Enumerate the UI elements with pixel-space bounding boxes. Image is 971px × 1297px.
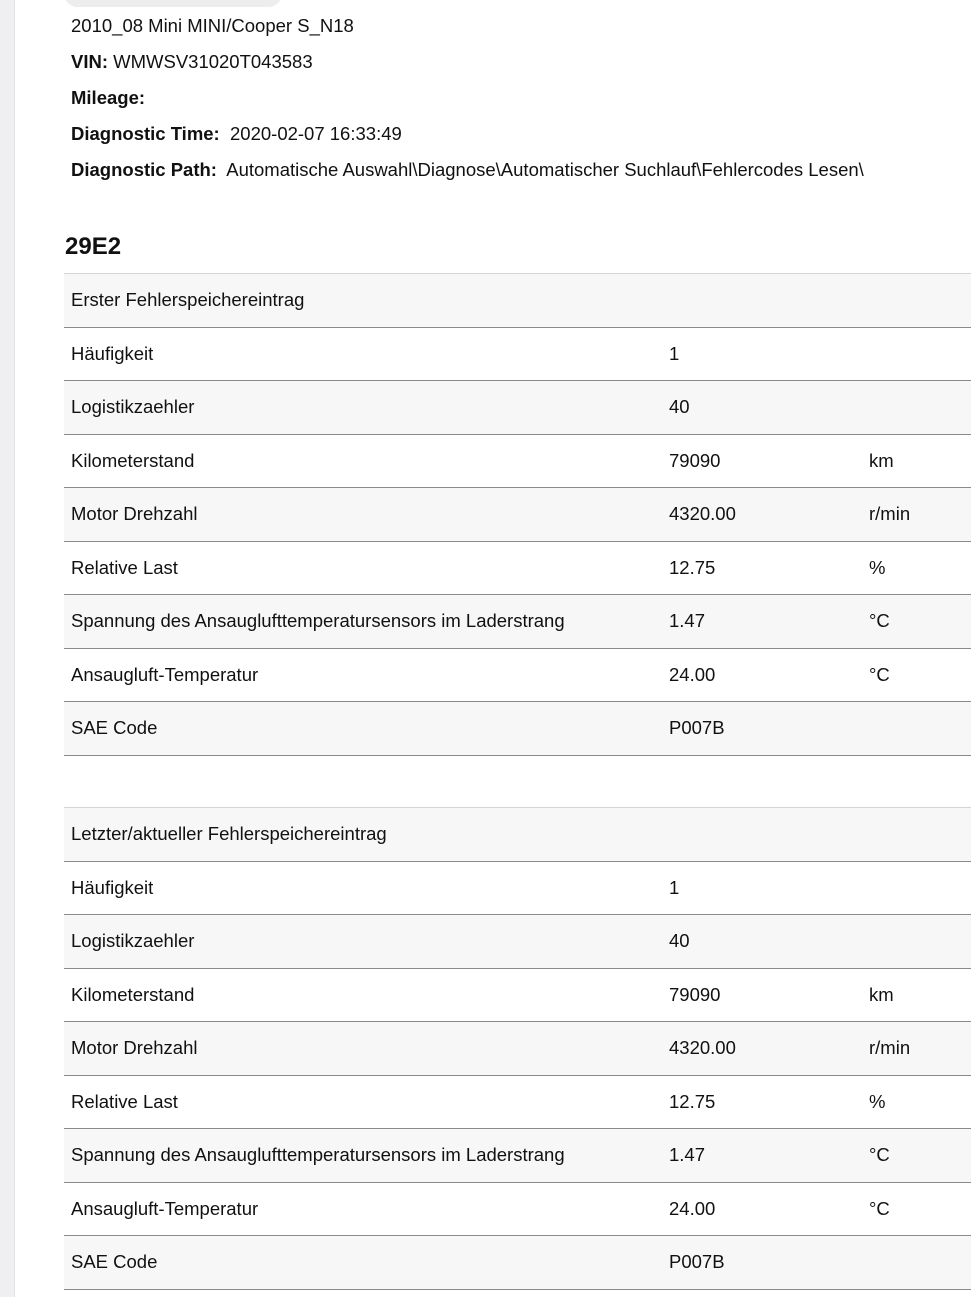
param-name: Häufigkeit (64, 861, 662, 915)
param-name: SAE Code (64, 702, 662, 756)
vehicle-title: 2010_08 Mini MINI/Cooper S_N18 (71, 15, 354, 36)
param-name: Spannung des Ansauglufttemperatursensors im Laderstrang (64, 1129, 662, 1183)
param-name: Kilometerstand (64, 434, 662, 488)
entry-header-row (64, 808, 971, 862)
diagnostic-time-label: Diagnostic Time: (71, 123, 220, 144)
param-unit: km (862, 434, 971, 488)
param-unit: % (862, 1075, 971, 1129)
top-button-partial[interactable] (64, 0, 282, 7)
param-value: 1.47 (662, 1129, 862, 1183)
param-name: Relative Last (64, 1075, 662, 1129)
param-name: Ansaugluft-Temperatur (64, 648, 662, 702)
param-unit: °C (862, 1182, 971, 1236)
table-row (64, 327, 971, 381)
diagnostic-path-line (71, 152, 864, 188)
diagnostic-path-value: Automatische Auswahl\Diagnose\Automatischer Suchlauf\Fehlercodes Lesen\ (226, 159, 864, 180)
entry-header-row (64, 274, 971, 328)
param-unit (862, 1236, 971, 1290)
param-name: SAE Code (64, 1236, 662, 1290)
param-name: Logistikzaehler (64, 381, 662, 435)
param-unit: km (862, 968, 971, 1022)
param-unit: °C (862, 648, 971, 702)
param-value: 79090 (662, 968, 862, 1022)
table-row (64, 648, 971, 702)
param-value: 40 (662, 381, 862, 435)
param-unit: % (862, 541, 971, 595)
param-name: Spannung des Ansauglufttemperatursensors im Laderstrang (64, 595, 662, 649)
fault-code-title: 29E2 (65, 233, 122, 260)
param-name: Logistikzaehler (64, 915, 662, 969)
param-value: 24.00 (662, 1182, 862, 1236)
vin-line (71, 44, 864, 80)
fault-entry-table-last (64, 807, 971, 1290)
table-row (64, 541, 971, 595)
param-unit (862, 861, 971, 915)
param-name: Ansaugluft-Temperatur (64, 1182, 662, 1236)
param-name: Kilometerstand (64, 968, 662, 1022)
param-value: 4320.00 (662, 488, 862, 542)
param-value: P007B (662, 1236, 862, 1290)
param-value: 12.75 (662, 1075, 862, 1129)
param-unit: r/min (862, 488, 971, 542)
param-value: 1 (662, 327, 862, 381)
param-value: 4320.00 (662, 1022, 862, 1076)
diagnostic-time-line (71, 116, 864, 152)
param-value: 1 (662, 861, 862, 915)
table-row (64, 1022, 971, 1076)
param-value: 1.47 (662, 595, 862, 649)
param-name: Motor Drehzahl (64, 1022, 662, 1076)
mileage-line (71, 80, 864, 116)
param-value: 24.00 (662, 648, 862, 702)
param-name: Relative Last (64, 541, 662, 595)
table-row (64, 1182, 971, 1236)
table-row (64, 434, 971, 488)
table-row (64, 381, 971, 435)
table-row (64, 488, 971, 542)
left-sidebar-edge (0, 0, 15, 1297)
mileage-label: Mileage: (71, 87, 146, 108)
param-value: 79090 (662, 434, 862, 488)
param-unit (862, 327, 971, 381)
vehicle-info (71, 8, 864, 188)
param-value: 12.75 (662, 541, 862, 595)
table-row (64, 702, 971, 756)
entry-title: Erster Fehlerspeichereintrag (64, 274, 971, 328)
table-row (64, 915, 971, 969)
table-row (64, 968, 971, 1022)
table-row (64, 861, 971, 915)
table-row (64, 595, 971, 649)
param-name: Motor Drehzahl (64, 488, 662, 542)
param-unit: °C (862, 1129, 971, 1183)
table-row (64, 1236, 971, 1290)
param-value: 40 (662, 915, 862, 969)
param-unit: r/min (862, 1022, 971, 1076)
param-value: P007B (662, 702, 862, 756)
param-name: Häufigkeit (64, 327, 662, 381)
vin-value: WMWSV31020T043583 (113, 51, 313, 72)
entry-title: Letzter/aktueller Fehlerspeichereintrag (64, 808, 971, 862)
table-row (64, 1129, 971, 1183)
param-unit (862, 915, 971, 969)
diagnostic-time-value: 2020-02-07 16:33:49 (230, 123, 402, 144)
vin-label: VIN: (71, 51, 108, 72)
table-row (64, 1075, 971, 1129)
diagnostic-path-label: Diagnostic Path: (71, 159, 217, 180)
param-unit (862, 702, 971, 756)
fault-entry-table-first (64, 273, 971, 756)
param-unit: °C (862, 595, 971, 649)
param-unit (862, 381, 971, 435)
